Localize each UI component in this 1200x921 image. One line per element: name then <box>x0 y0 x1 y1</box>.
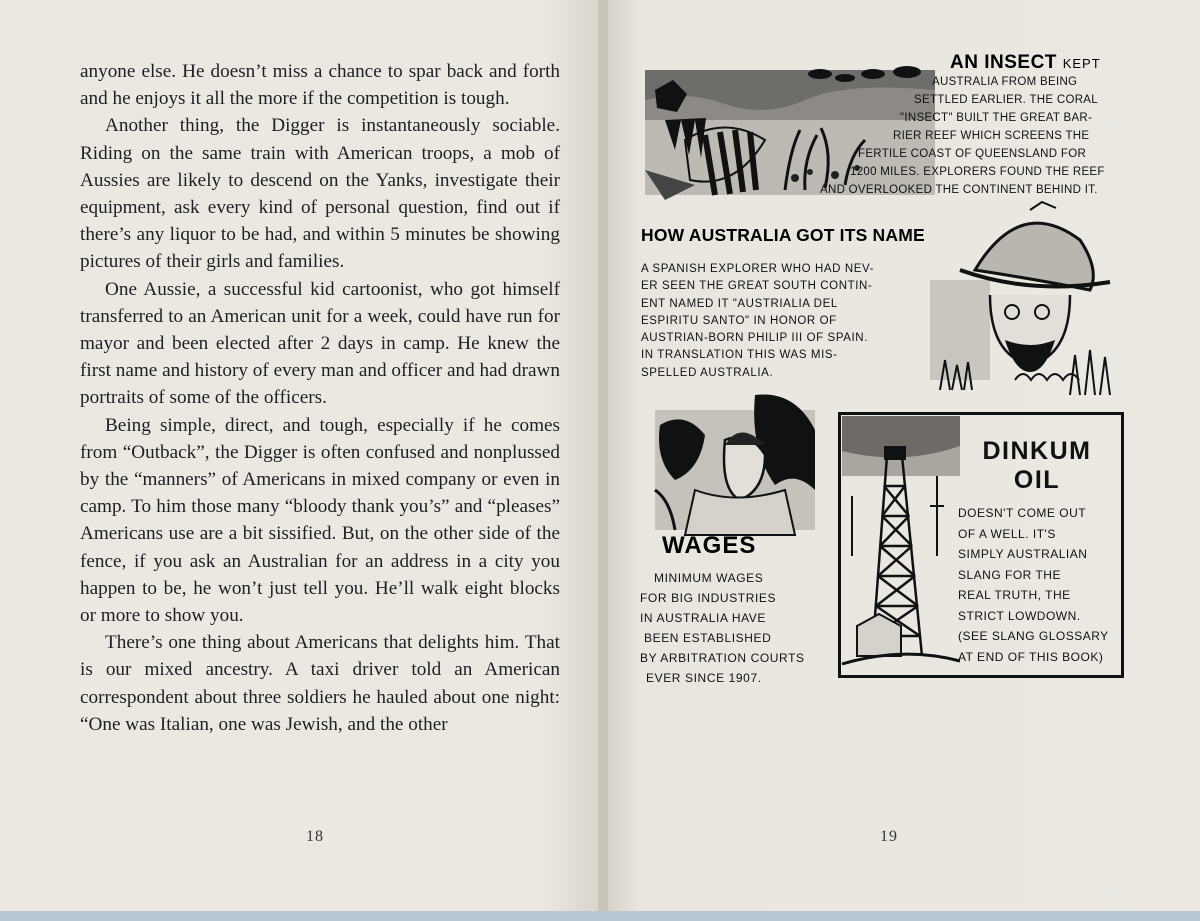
paragraph-4: Being simple, direct, and tough, especially if he comes from “Outback”, the Digger is often confused and nonplussed by the “manners” of Americans in mixed company or even in camp. To him those many “bloody thank you’s” and “pleases” Americans use are a bit sissified. But, on the other side of the fence, if you ask an Australian for an address in a city you happen to be, he won’t just tell you. He’ll walk eight blocks or more to show you. <box>80 414 560 627</box>
paragraph-3: One Aussie, a successful kid cartoonist, who got himself transferred to an American unit for a week, could have run for mayor and been elected after 2 days in camp. He knew the first name and history of every man and officer and had drawn portraits of some of the officers. <box>80 278 560 409</box>
oil-line: AT END OF THIS BOOK) <box>958 649 1104 664</box>
name-line: AUSTRIAN-BORN PHILIP III OF SPAIN. <box>641 332 869 345</box>
oil-title-line-1: DINKUM <box>982 437 1092 465</box>
workers-illustration <box>645 390 825 535</box>
name-line: SPELLED AUSTRALIA. <box>641 366 774 379</box>
wages-body <box>640 568 830 688</box>
explorer-portrait-illustration <box>930 200 1120 405</box>
wages-line: MINIMUM WAGES <box>654 571 764 585</box>
wages-line: FOR BIG INDUSTRIES <box>640 591 777 605</box>
insect-title-small: KEPT <box>1062 56 1101 71</box>
oil-line: (SEE SLANG GLOSSARY <box>958 629 1109 643</box>
oil-line: REAL TRUTH, THE <box>958 588 1071 602</box>
wages-line: BEEN ESTABLISHED <box>644 631 772 645</box>
insect-heading <box>950 52 1101 74</box>
insect-line-6: 1200 MILES. EXPLORERS FOUND THE REEF <box>850 166 1105 178</box>
dinkum-oil-heading <box>970 437 1104 495</box>
name-line: ER SEEN THE GREAT SOUTH CONTIN- <box>641 280 873 293</box>
name-line: IN TRANSLATION THIS WAS MIS- <box>641 349 838 362</box>
insect-line-2: SETTLED EARLIER. THE CORAL <box>914 94 1098 106</box>
name-heading: HOW AUSTRALIA GOT ITS NAME <box>641 225 925 245</box>
page-number-right: 19 <box>880 828 898 845</box>
paragraph-5: There’s one thing about Americans that delights him. That is our mixed ancestry. A taxi driver told an American correspondent about three soldiers he hauled about one night: “One was Italian, one was Jewish, and the other <box>80 632 560 735</box>
insect-line-7: AND OVERLOOKED THE CONTINENT BEHIND IT. <box>820 184 1098 196</box>
oil-title-line-2: OIL <box>1013 466 1061 494</box>
left-page-body <box>80 58 560 738</box>
dinkum-oil-body <box>958 503 1122 667</box>
oil-line: SIMPLY AUSTRALIAN <box>958 547 1088 561</box>
scan-edge <box>0 911 1200 921</box>
oil-line: DOESN'T COME OUT <box>958 506 1087 520</box>
name-line: ESPIRITU SANTO" IN HONOR OF <box>641 314 837 327</box>
oil-line: STRICT LOWDOWN. <box>958 608 1081 623</box>
name-body <box>641 261 931 382</box>
wages-heading: WAGES <box>662 532 757 559</box>
paragraph-1: anyone else. He doesn’t miss a chance to spar back and forth and he enjoys it all the more if the competition is tough. <box>80 61 560 110</box>
insect-title-bold: AN INSECT <box>950 52 1057 73</box>
insect-line-4: RIER REEF WHICH SCREENS THE <box>893 130 1090 142</box>
page-number-left: 18 <box>306 828 324 845</box>
insect-line-1: AUSTRALIA FROM BEING <box>932 76 1078 88</box>
name-line: ENT NAMED IT "AUSTRIALIA DEL <box>641 297 838 310</box>
oil-line: OF A WELL. IT'S <box>958 526 1056 541</box>
insect-line-3: "INSECT" BUILT THE GREAT BAR- <box>900 112 1093 124</box>
oil-derrick-illustration <box>842 416 960 674</box>
name-line: A SPANISH EXPLORER WHO HAD NEV- <box>641 263 875 275</box>
oil-line: SLANG FOR THE <box>958 567 1061 582</box>
book-gutter <box>598 0 608 921</box>
wages-line: IN AUSTRALIA HAVE <box>640 611 767 625</box>
wages-line: BY ARBITRATION COURTS <box>640 651 805 665</box>
paragraph-2: Another thing, the Digger is instantaneously sociable. Riding on the same train with American troops, a mob of Aussies are likely to descend on the Yanks, investigate their equipment, ask every kind of personal question, find out if there’s any liquor to be had, and within 5 minutes be showing pictures of their girls and families. <box>80 115 560 273</box>
wages-line: EVER SINCE 1907. <box>646 671 762 685</box>
insect-line-5: FERTILE COAST OF QUEENSLAND FOR <box>858 148 1087 160</box>
